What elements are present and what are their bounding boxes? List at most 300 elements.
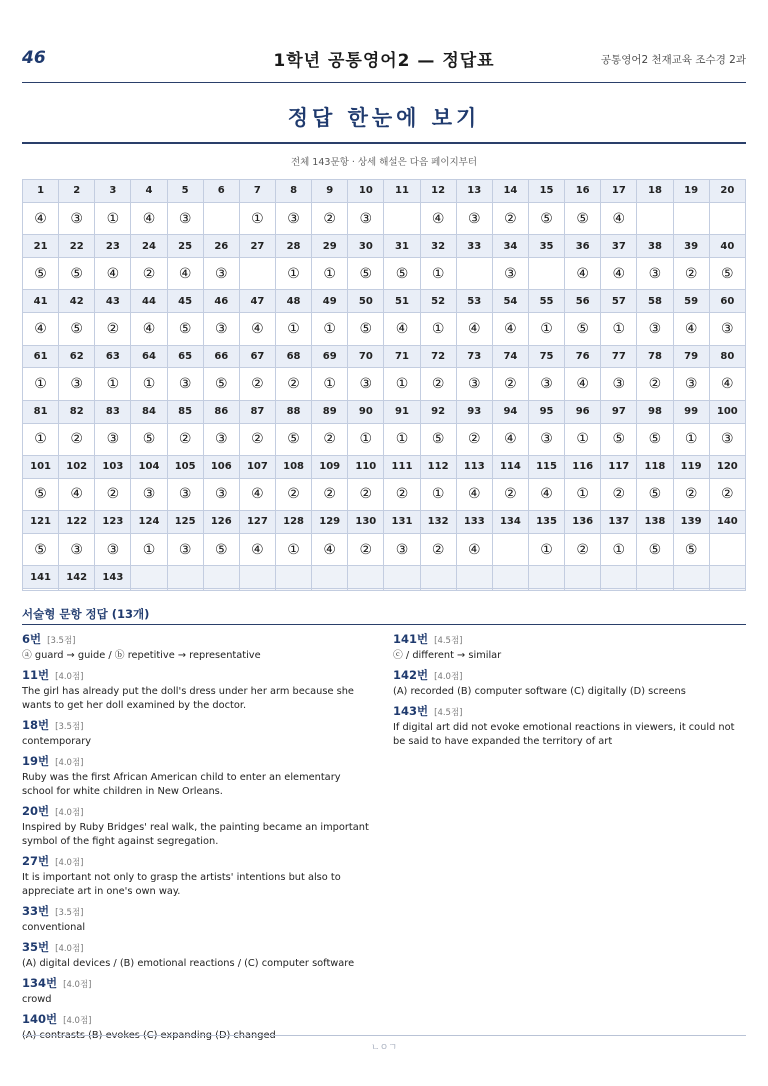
question-number-cell: 57 <box>601 290 637 313</box>
footer-divider <box>22 1035 746 1036</box>
answer-row <box>23 313 746 345</box>
question-number-cell: 117 <box>601 455 637 478</box>
answer-cell <box>492 589 528 591</box>
question-number-cell: 122 <box>59 511 95 534</box>
question-number-cell: 47 <box>239 290 275 313</box>
question-number-cell: 84 <box>131 400 167 423</box>
answer-cell: ④ <box>565 368 601 400</box>
answer-cell: ② <box>565 533 601 565</box>
essay-item <box>22 752 372 799</box>
essay-item-points: [4.0점] <box>55 672 84 682</box>
answer-cell: ② <box>492 478 528 510</box>
answer-cell: ① <box>23 423 59 455</box>
answer-cell: ④ <box>239 313 275 345</box>
essay-item-number: 35번 <box>22 940 50 954</box>
essay-item-header <box>22 630 372 649</box>
question-number-cell: 6 <box>203 180 239 203</box>
question-number-row <box>23 345 746 368</box>
question-number-cell: 55 <box>528 290 564 313</box>
question-number-cell: 102 <box>59 455 95 478</box>
answer-row <box>23 589 746 591</box>
summary-text: 전체 143문항 · 상세 해설은 다음 페이지부터 <box>290 157 478 168</box>
question-number-cell: 125 <box>167 511 203 534</box>
question-number-cell: 22 <box>59 235 95 258</box>
question-number-cell: 131 <box>384 511 420 534</box>
question-number-cell: 110 <box>348 455 384 478</box>
essay-item-points: [4.0점] <box>434 672 463 682</box>
answer-cell: ② <box>637 368 673 400</box>
answer-cell: ③ <box>203 423 239 455</box>
answer-cell: ① <box>420 313 456 345</box>
answer-cell: ② <box>492 202 528 234</box>
question-number-cell: 17 <box>601 180 637 203</box>
essay-item-number: 19번 <box>22 754 50 768</box>
answer-cell: ③ <box>492 258 528 290</box>
question-number-cell: 124 <box>131 511 167 534</box>
question-number-cell: 63 <box>95 345 131 368</box>
answer-cell: ④ <box>528 478 564 510</box>
essay-item-answer: Inspired by Ruby Bridges' real walk, the painting became an important symbol of the fight against segregation. <box>22 822 369 847</box>
answer-cell: ① <box>312 368 348 400</box>
answer-cell: ① <box>131 368 167 400</box>
question-number-cell: 35 <box>528 235 564 258</box>
answer-cell <box>167 589 203 591</box>
essay-item <box>22 666 372 713</box>
answer-cell: ③ <box>709 423 745 455</box>
answer-cell: ② <box>312 423 348 455</box>
answer-cell <box>637 589 673 591</box>
answer-cell: ② <box>275 478 311 510</box>
question-number-cell: 129 <box>312 511 348 534</box>
answer-cell <box>709 533 745 565</box>
answer-cell: ③ <box>673 368 709 400</box>
answer-cell <box>384 589 420 591</box>
answer-cell: ④ <box>565 258 601 290</box>
question-number-cell: 79 <box>673 345 709 368</box>
question-number-cell: 86 <box>203 400 239 423</box>
essay-item-points: [4.0점] <box>63 980 92 990</box>
question-number-cell: 141 <box>23 566 59 589</box>
answer-cell: ② <box>384 478 420 510</box>
question-number-cell: 1 <box>23 180 59 203</box>
question-number-cell: 134 <box>492 511 528 534</box>
answer-cell: ④ <box>167 258 203 290</box>
answer-cell: ⑤ <box>275 423 311 455</box>
question-number-cell: 80 <box>709 345 745 368</box>
answer-cell: ② <box>59 423 95 455</box>
question-number-cell: 101 <box>23 455 59 478</box>
essay-item-answer: ⓒ / different → similar <box>393 650 502 661</box>
question-number-cell: 25 <box>167 235 203 258</box>
answer-cell: ① <box>384 423 420 455</box>
answer-cell: ② <box>275 368 311 400</box>
answer-cell <box>528 589 564 591</box>
essay-item-number: 20번 <box>22 804 50 818</box>
answer-cell: ⑤ <box>528 202 564 234</box>
answer-cell <box>456 589 492 591</box>
question-number-cell: 75 <box>528 345 564 368</box>
answer-cell: ⑤ <box>637 533 673 565</box>
question-number-cell: 136 <box>565 511 601 534</box>
question-number-cell: 112 <box>420 455 456 478</box>
answer-cell: ① <box>239 202 275 234</box>
question-number-cell: 9 <box>312 180 348 203</box>
answer-cell: ① <box>601 533 637 565</box>
essay-item <box>393 630 743 663</box>
answer-cell: ① <box>420 478 456 510</box>
answer-cell: ⑤ <box>203 368 239 400</box>
question-number-cell: 105 <box>167 455 203 478</box>
answer-cell: ④ <box>420 202 456 234</box>
answer-row <box>23 368 746 400</box>
answer-cell: ③ <box>95 423 131 455</box>
question-number-cell: 120 <box>709 455 745 478</box>
answer-cell: ① <box>673 423 709 455</box>
answer-cell: ③ <box>637 258 673 290</box>
essay-item-points: [4.0점] <box>55 758 84 768</box>
answer-cell <box>131 589 167 591</box>
question-number-cell: 39 <box>673 235 709 258</box>
answer-cell: ⑤ <box>23 258 59 290</box>
essay-item-number: 11번 <box>22 668 50 682</box>
question-number-cell: 15 <box>528 180 564 203</box>
question-number-cell: 20 <box>709 180 745 203</box>
answer-cell <box>709 202 745 234</box>
answer-cell: ③ <box>59 533 95 565</box>
question-number-cell: 104 <box>131 455 167 478</box>
question-number-cell: 19 <box>673 180 709 203</box>
question-number-cell: 109 <box>312 455 348 478</box>
question-number-cell: 121 <box>23 511 59 534</box>
question-number-cell: 11 <box>384 180 420 203</box>
answer-cell: ④ <box>492 423 528 455</box>
question-number-cell: 67 <box>239 345 275 368</box>
question-number-cell: 37 <box>601 235 637 258</box>
question-number-cell: 10 <box>348 180 384 203</box>
question-number-cell <box>239 566 275 589</box>
answer-cell: ⑤ <box>565 313 601 345</box>
answer-cell: ④ <box>601 202 637 234</box>
question-number-cell: 27 <box>239 235 275 258</box>
essay-item-answer: If digital art did not evoke emotional reactions in viewers, it could not be said to have expanded the territory of art <box>393 722 735 747</box>
question-number-row <box>23 511 746 534</box>
question-number-cell: 97 <box>601 400 637 423</box>
answer-cell: ③ <box>167 478 203 510</box>
question-number-cell: 116 <box>565 455 601 478</box>
answer-cell: ① <box>528 533 564 565</box>
answer-row <box>23 533 746 565</box>
answer-cell: ① <box>565 423 601 455</box>
answer-cell <box>312 589 348 591</box>
answer-cell: ⑤ <box>384 258 420 290</box>
answer-cell: ③ <box>528 423 564 455</box>
answer-cell: ② <box>709 478 745 510</box>
essay-item-points: [3.5점] <box>55 908 84 918</box>
question-number-cell: 2 <box>59 180 95 203</box>
essay-column-left <box>22 630 372 1046</box>
answer-cell: ④ <box>384 313 420 345</box>
question-number-cell: 23 <box>95 235 131 258</box>
question-number-cell: 51 <box>384 290 420 313</box>
essay-item-answer: The girl has already put the doll's dress under her arm because she wants to get her doll examined by the doctor. <box>22 686 354 711</box>
answer-cell: ③ <box>456 368 492 400</box>
question-number-cell: 4 <box>131 180 167 203</box>
answer-cell: ③ <box>167 202 203 234</box>
essay-item-header <box>22 752 372 771</box>
answer-cell: ③ <box>601 368 637 400</box>
question-number-cell <box>528 566 564 589</box>
question-number-cell: 42 <box>59 290 95 313</box>
question-number-cell: 119 <box>673 455 709 478</box>
answer-cell: ④ <box>709 368 745 400</box>
answer-cell: ⑤ <box>420 423 456 455</box>
essay-item-answer: (A) recorded (B) computer software (C) digitally (D) screens <box>393 686 686 697</box>
essay-item-number: 18번 <box>22 718 50 732</box>
essay-item-number: 27번 <box>22 854 50 868</box>
page-header <box>22 38 746 83</box>
question-number-cell: 94 <box>492 400 528 423</box>
essay-item-answer: conventional <box>22 922 86 933</box>
answer-cell: ④ <box>23 313 59 345</box>
answer-cell: ③ <box>167 368 203 400</box>
essay-item-answer: It is important not only to grasp the artists' intentions but also to appreciate art in one's own way. <box>22 872 341 897</box>
essay-item <box>22 938 372 971</box>
essay-item-header <box>393 630 743 649</box>
question-number-cell: 91 <box>384 400 420 423</box>
question-number-cell: 106 <box>203 455 239 478</box>
answer-cell: ③ <box>167 533 203 565</box>
question-number-cell: 7 <box>239 180 275 203</box>
question-number-cell: 127 <box>239 511 275 534</box>
answer-cell <box>239 258 275 290</box>
essay-column-right <box>393 630 743 752</box>
answer-row <box>23 423 746 455</box>
answer-cell: ① <box>384 368 420 400</box>
answer-cell: ④ <box>131 313 167 345</box>
question-number-cell: 140 <box>709 511 745 534</box>
essay-item-answer: crowd <box>22 994 52 1005</box>
answer-cell <box>348 589 384 591</box>
answer-cell: ④ <box>456 478 492 510</box>
answer-cell: ⑤ <box>23 478 59 510</box>
essay-item <box>22 716 372 749</box>
answer-cell: ③ <box>275 202 311 234</box>
essay-item <box>22 1010 372 1043</box>
question-number-cell: 143 <box>95 566 131 589</box>
question-number-cell: 82 <box>59 400 95 423</box>
question-number-cell <box>420 566 456 589</box>
question-number-cell: 108 <box>275 455 311 478</box>
answer-cell: ② <box>95 478 131 510</box>
question-number-cell: 142 <box>59 566 95 589</box>
answer-cell: ③ <box>348 202 384 234</box>
question-number-cell: 41 <box>23 290 59 313</box>
question-number-cell <box>709 566 745 589</box>
question-number-cell: 68 <box>275 345 311 368</box>
question-number-cell: 24 <box>131 235 167 258</box>
essay-section-title: 서술형 문항 정답 (13개) <box>22 606 746 625</box>
question-number-cell: 16 <box>565 180 601 203</box>
answer-cell: ③ <box>456 202 492 234</box>
question-number-cell: 114 <box>492 455 528 478</box>
question-number-cell: 66 <box>203 345 239 368</box>
question-number-cell: 81 <box>23 400 59 423</box>
answer-cell: ⑤ <box>23 533 59 565</box>
question-number-cell: 46 <box>203 290 239 313</box>
answer-cell <box>420 589 456 591</box>
answer-cell: ④ <box>59 478 95 510</box>
answer-cell: ③ <box>59 368 95 400</box>
question-number-cell: 60 <box>709 290 745 313</box>
essay-item-header <box>22 902 372 921</box>
answer-cell: ⑤ <box>348 258 384 290</box>
question-number-cell: 40 <box>709 235 745 258</box>
question-number-cell: 78 <box>637 345 673 368</box>
question-number-cell: 30 <box>348 235 384 258</box>
essay-item-answer: ⓐ guard → guide / ⓑ repetitive → representative <box>22 650 261 661</box>
answer-cell: ④ <box>456 533 492 565</box>
essay-item-number: 6번 <box>22 632 42 646</box>
essay-item-number: 33번 <box>22 904 50 918</box>
question-number-cell: 50 <box>348 290 384 313</box>
question-number-cell: 90 <box>348 400 384 423</box>
question-number-cell: 85 <box>167 400 203 423</box>
answer-cell <box>601 589 637 591</box>
answer-cell: ③ <box>203 313 239 345</box>
question-number-cell: 128 <box>275 511 311 534</box>
question-number-row <box>23 455 746 478</box>
answer-row <box>23 202 746 234</box>
essay-item-header <box>22 1010 372 1029</box>
answer-cell <box>709 589 745 591</box>
question-number-cell: 14 <box>492 180 528 203</box>
question-number-cell: 115 <box>528 455 564 478</box>
answer-cell: ② <box>601 478 637 510</box>
answer-cell: ③ <box>384 533 420 565</box>
answer-cell: ② <box>167 423 203 455</box>
essay-item <box>22 852 372 899</box>
question-number-cell: 69 <box>312 345 348 368</box>
answer-cell: ① <box>528 313 564 345</box>
question-number-cell: 103 <box>95 455 131 478</box>
answer-cell <box>637 202 673 234</box>
question-number-cell <box>456 566 492 589</box>
essay-item <box>22 802 372 849</box>
answer-cell <box>203 202 239 234</box>
question-number-cell: 58 <box>637 290 673 313</box>
question-number-cell: 48 <box>275 290 311 313</box>
answer-cell: ① <box>275 313 311 345</box>
question-number-cell <box>492 566 528 589</box>
essay-item-header <box>22 938 372 957</box>
question-number-cell <box>384 566 420 589</box>
question-number-cell <box>348 566 384 589</box>
question-number-cell: 126 <box>203 511 239 534</box>
answer-cell: ③ <box>709 313 745 345</box>
question-number-cell: 96 <box>565 400 601 423</box>
header-subtitle: 공통영어2 천재교육 조수경 2과 <box>600 54 746 66</box>
answer-cell <box>673 202 709 234</box>
answer-cell <box>456 258 492 290</box>
question-number-cell: 72 <box>420 345 456 368</box>
answer-cell: ④ <box>95 258 131 290</box>
question-number-cell: 62 <box>59 345 95 368</box>
question-number-cell: 89 <box>312 400 348 423</box>
answer-cell: ① <box>275 258 311 290</box>
answer-cell <box>203 589 239 591</box>
question-number-cell: 77 <box>601 345 637 368</box>
question-number-row <box>23 566 746 589</box>
answer-cell: ④ <box>131 202 167 234</box>
question-number-cell: 133 <box>456 511 492 534</box>
question-number-cell: 13 <box>456 180 492 203</box>
essay-item <box>22 974 372 1007</box>
question-number-cell: 5 <box>167 180 203 203</box>
answer-cell: ② <box>673 478 709 510</box>
answer-cell: ④ <box>312 533 348 565</box>
answer-row <box>23 478 746 510</box>
answer-cell: ④ <box>239 478 275 510</box>
essay-item <box>22 630 372 663</box>
answer-cell <box>492 533 528 565</box>
question-number-cell: 36 <box>565 235 601 258</box>
question-number-row <box>23 290 746 313</box>
answer-cell <box>59 589 95 591</box>
answer-cell: ② <box>95 313 131 345</box>
answer-cell: ⑤ <box>167 313 203 345</box>
essay-item <box>393 666 743 699</box>
answer-cell: ④ <box>23 202 59 234</box>
question-number-cell: 70 <box>348 345 384 368</box>
question-number-cell: 56 <box>565 290 601 313</box>
essay-item-points: [4.0점] <box>55 808 84 818</box>
essay-item-number: 141번 <box>393 632 429 646</box>
question-number-row <box>23 235 746 258</box>
page-number: 46 <box>22 48 46 68</box>
answer-cell: ② <box>492 368 528 400</box>
essay-item-header <box>22 716 372 735</box>
essay-item-points: [4.0점] <box>63 1016 92 1026</box>
question-number-cell: 18 <box>637 180 673 203</box>
question-number-row <box>23 180 746 203</box>
answer-cell <box>95 589 131 591</box>
question-number-cell: 34 <box>492 235 528 258</box>
question-number-cell: 64 <box>131 345 167 368</box>
question-number-cell <box>601 566 637 589</box>
answer-cell <box>565 589 601 591</box>
question-number-cell: 33 <box>456 235 492 258</box>
answer-cell: ② <box>348 478 384 510</box>
answer-cell: ③ <box>95 533 131 565</box>
question-number-cell: 52 <box>420 290 456 313</box>
answer-cell: ③ <box>131 478 167 510</box>
question-number-cell <box>167 566 203 589</box>
question-number-cell: 92 <box>420 400 456 423</box>
question-number-cell: 45 <box>167 290 203 313</box>
answer-cell: ① <box>565 478 601 510</box>
answer-cell: ⑤ <box>348 313 384 345</box>
answer-cell: ① <box>348 423 384 455</box>
question-number-cell: 83 <box>95 400 131 423</box>
question-number-cell: 12 <box>420 180 456 203</box>
question-number-cell: 38 <box>637 235 673 258</box>
essay-item-points: [4.5점] <box>434 708 463 718</box>
answer-cell: ⑤ <box>565 202 601 234</box>
question-number-cell: 28 <box>275 235 311 258</box>
essay-item-number: 134번 <box>22 976 58 990</box>
question-number-cell: 61 <box>23 345 59 368</box>
essay-item-points: [4.0점] <box>55 858 84 868</box>
